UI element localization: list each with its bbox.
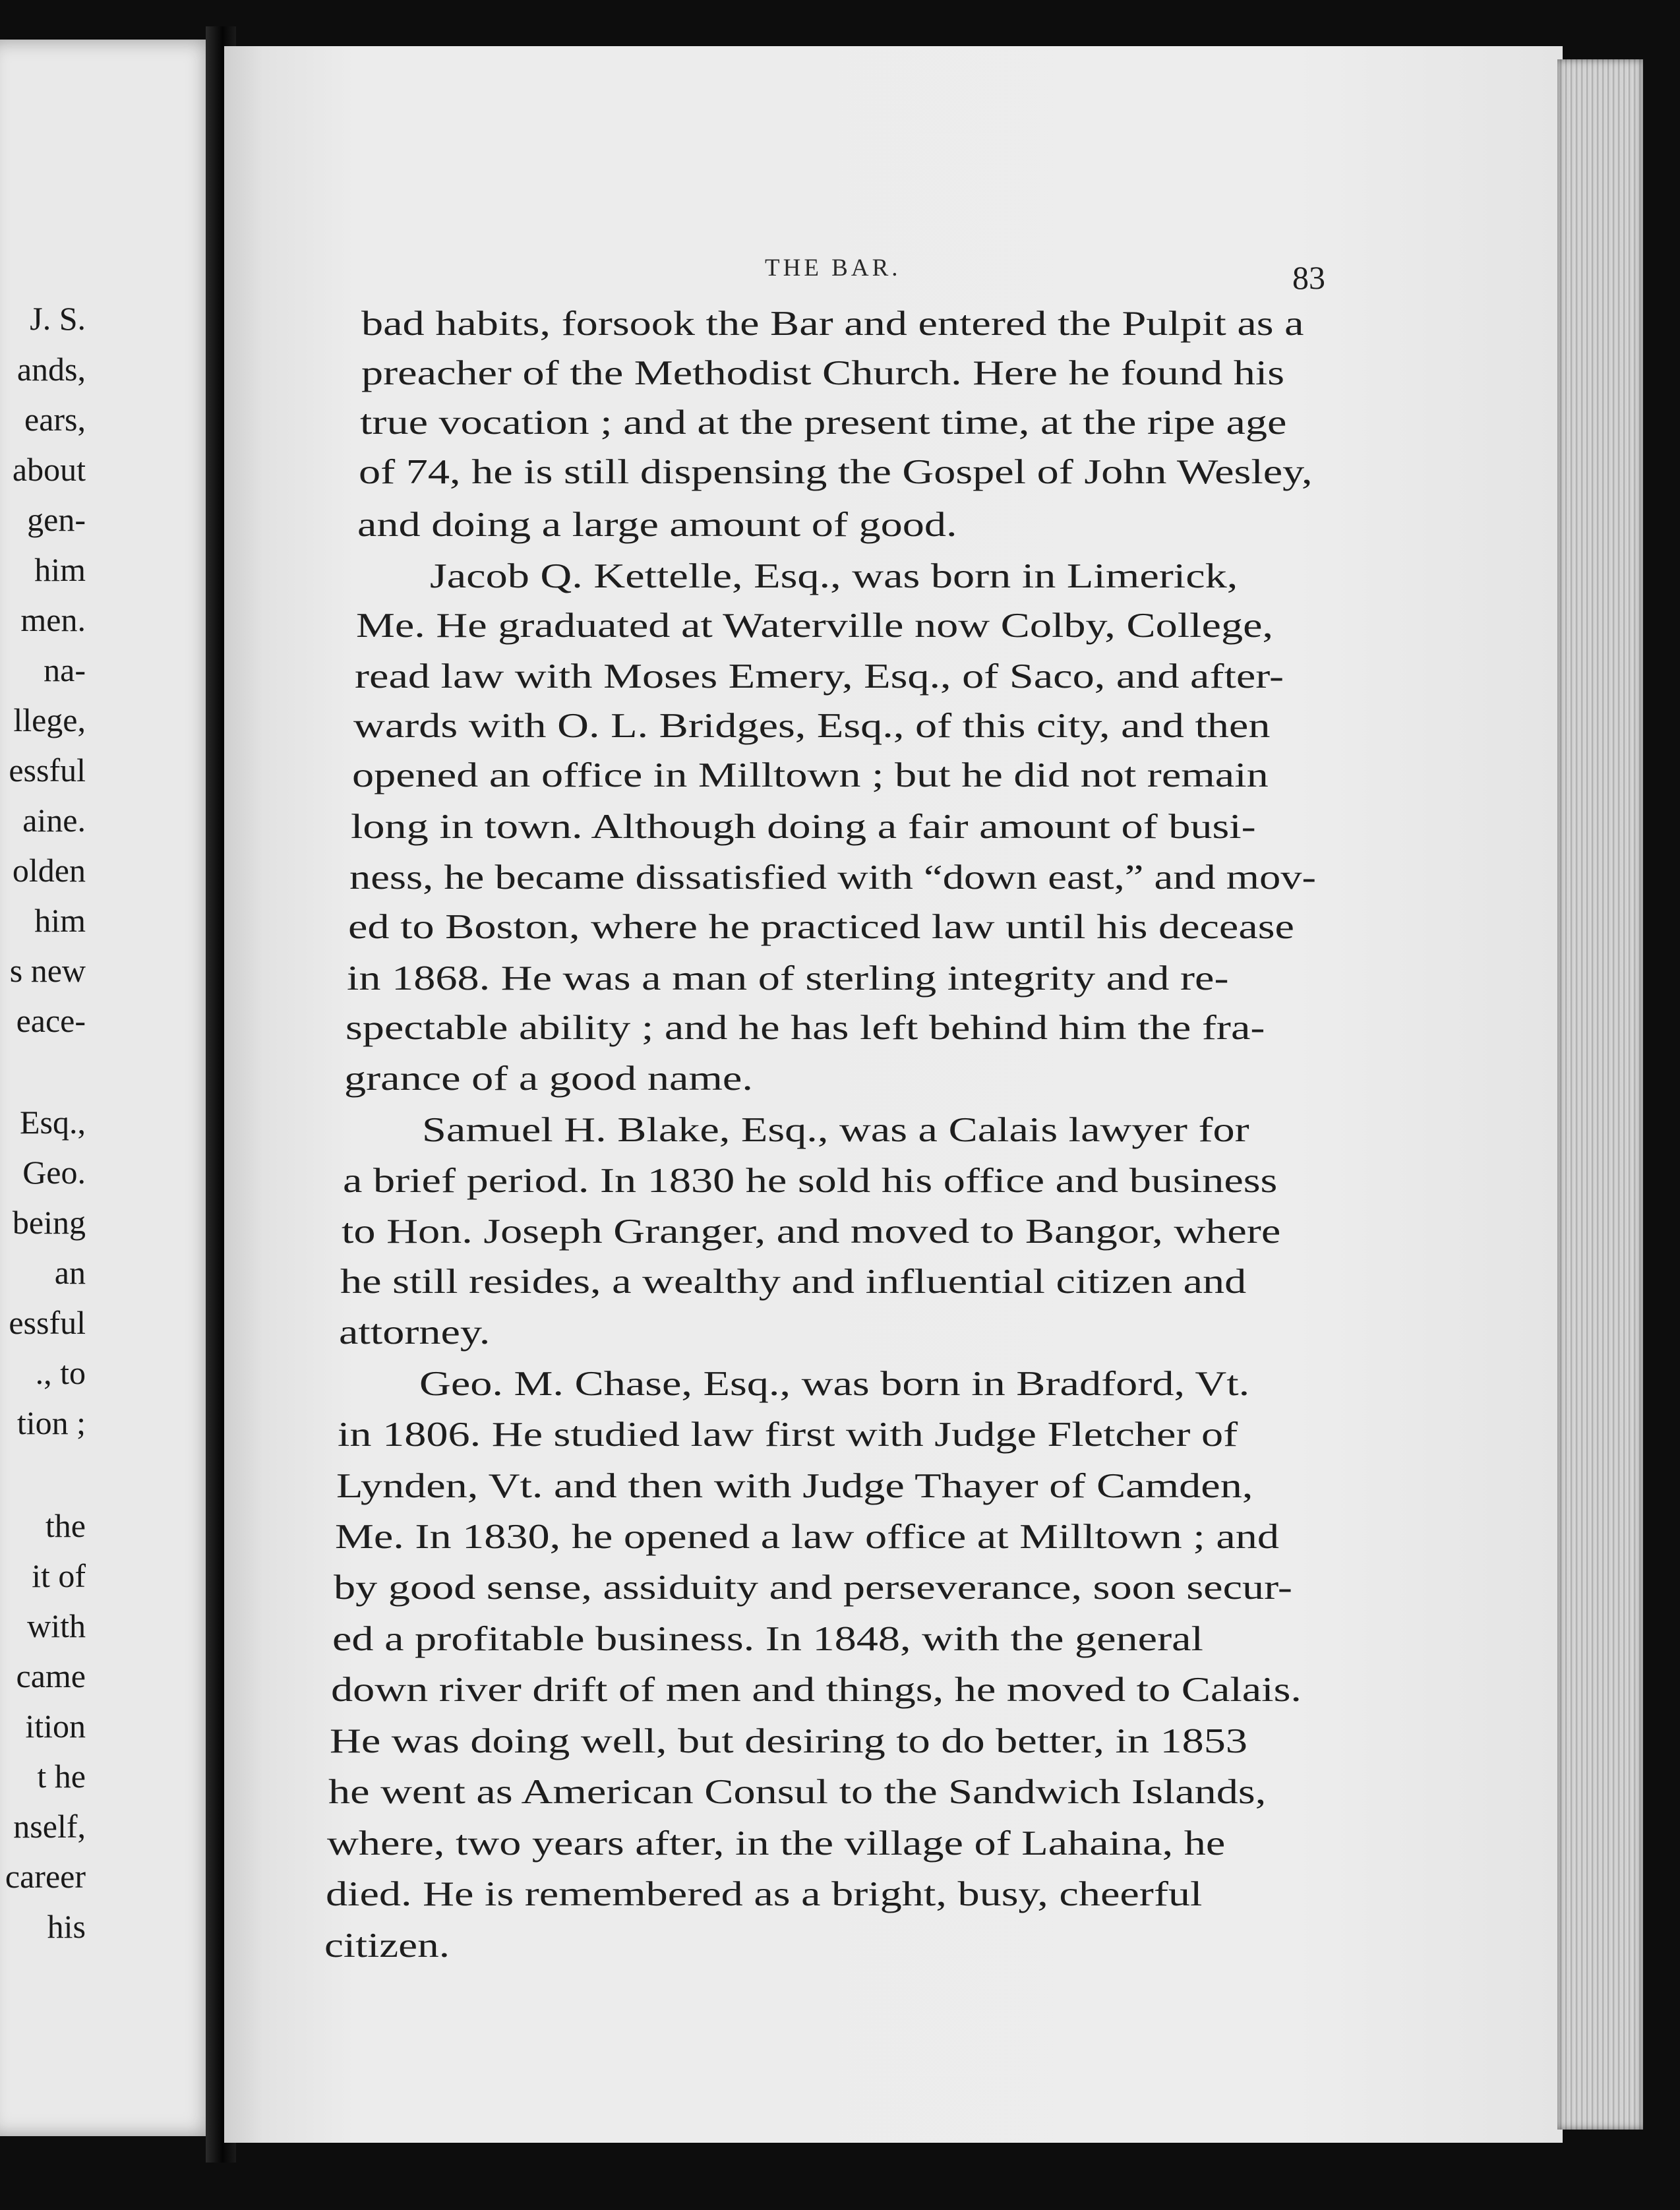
text-line: he went as American Consul to the Sandwich Islands, <box>328 1773 1267 1811</box>
left-page-fragment: career <box>5 1858 86 1895</box>
text-line: of 74, he is still dispensing the Gospel of John Wesley, <box>359 453 1313 491</box>
left-page-fragment: eace- <box>16 1002 86 1039</box>
left-page-fragment: llege, <box>13 702 86 738</box>
text-line: citizen. <box>324 1926 450 1965</box>
text-line: ed to Boston, where he practiced law until his decease <box>348 908 1294 946</box>
text-line: spectable ability ; and he has left behind him the fra- <box>345 1009 1265 1047</box>
text-line: opened an office in Milltown ; but he did not remain <box>352 756 1269 794</box>
left-page-fragment: men. <box>20 601 86 638</box>
text-line: Geo. M. Chase, Esq., was born in Bradford, Vt. <box>419 1365 1250 1403</box>
left-page-fragment: ears, <box>24 401 86 438</box>
left-page-fragment: nself, <box>13 1808 86 1845</box>
left-page-fragment: ., to <box>35 1354 86 1391</box>
text-line: read law with Moses Emery, Esq., of Saco, and after- <box>355 657 1284 696</box>
left-page-fragment: s new <box>9 952 86 989</box>
text-line: Me. In 1830, he opened a law office at Milltown ; and <box>335 1518 1279 1556</box>
left-page-fragment: olden <box>12 852 86 889</box>
page-number: 83 <box>1292 259 1325 296</box>
text-line: a brief period. In 1830 he sold his office and business <box>343 1162 1278 1200</box>
text-line: down river drift of men and things, he moved to Calais. <box>331 1671 1302 1709</box>
left-page-fragment: came <box>16 1658 86 1694</box>
left-page-fragment: essful <box>9 1304 86 1341</box>
text-line: Samuel H. Blake, Esq., was a Calais lawyer for <box>422 1111 1249 1149</box>
text-line: He was doing well, but desiring to do better, in 1853 <box>330 1722 1248 1760</box>
left-page-fragment: Esq., <box>20 1104 86 1141</box>
left-page-fragment: with <box>27 1607 86 1644</box>
left-page-fragment: an <box>54 1254 86 1291</box>
left-page-fragment: ands, <box>16 351 86 388</box>
text-line: long in town. Although doing a fair amount of busi- <box>351 808 1256 846</box>
text-line: in 1806. He studied law first with Judge Fletcher of <box>338 1416 1238 1454</box>
text-line: wards with O. L. Bridges, Esq., of this city, and then <box>353 707 1271 745</box>
text-line: he still resides, a wealthy and influential citizen and <box>340 1263 1247 1301</box>
text-line: ed a profitable business. In 1848, with the general <box>332 1620 1203 1658</box>
text-line: died. He is remembered as a bright, busy, cheerful <box>326 1875 1203 1913</box>
text-line: Jacob Q. Kettelle, Esq., was born in Limerick, <box>430 557 1238 595</box>
text-line: where, two years after, in the village of Lahaina, he <box>327 1824 1226 1863</box>
text-line: ness, he became dissatisfied with “down east,” and mov- <box>349 858 1317 897</box>
left-page-fragment: him <box>34 902 86 939</box>
text-line: and doing a large amount of good. <box>357 506 957 544</box>
left-page <box>0 40 219 2136</box>
text-line: to Hon. Joseph Granger, and moved to Bangor, where <box>342 1212 1281 1251</box>
text-line: bad habits, forsook the Bar and entered the Pulpit as a <box>361 305 1304 343</box>
text-line: Lynden, Vt. and then with Judge Thayer of Camden, <box>336 1467 1253 1505</box>
left-page-fragment: ition <box>25 1708 86 1745</box>
left-page-fragment: gen- <box>27 501 86 538</box>
left-page-fragment: tion ; <box>16 1404 86 1441</box>
left-page-fragment: J. S. <box>30 300 86 337</box>
left-page-fragment: essful <box>9 752 86 789</box>
text-line: grance of a good name. <box>344 1060 753 1098</box>
left-page-fragment: about <box>12 451 86 488</box>
text-line: true vocation ; and at the present time, at the ripe age <box>360 403 1287 442</box>
left-page-fragment: na- <box>44 651 86 688</box>
left-page-fragment: being <box>12 1204 86 1241</box>
left-page-fragment: Geo. <box>22 1154 86 1191</box>
left-page-fragment: aine. <box>22 802 86 839</box>
text-line: in 1868. He was a man of sterling integrity and re- <box>347 959 1229 998</box>
left-page-fragment: him <box>34 551 86 588</box>
page-block-edges <box>1557 59 1643 2130</box>
running-head: THE BAR. <box>765 254 901 282</box>
text-line: by good sense, assiduity and perseverance, soon secur- <box>334 1568 1292 1607</box>
text-line: Me. He graduated at Waterville now Colby, College, <box>356 607 1274 645</box>
left-page-fragment: his <box>47 1908 86 1945</box>
left-page-fragment: t he <box>37 1758 86 1795</box>
left-page-fragment: it of <box>32 1557 86 1594</box>
text-line: attorney. <box>339 1313 491 1352</box>
text-line: preacher of the Methodist Church. Here he found his <box>361 354 1285 392</box>
left-page-fragment: the <box>45 1507 86 1544</box>
